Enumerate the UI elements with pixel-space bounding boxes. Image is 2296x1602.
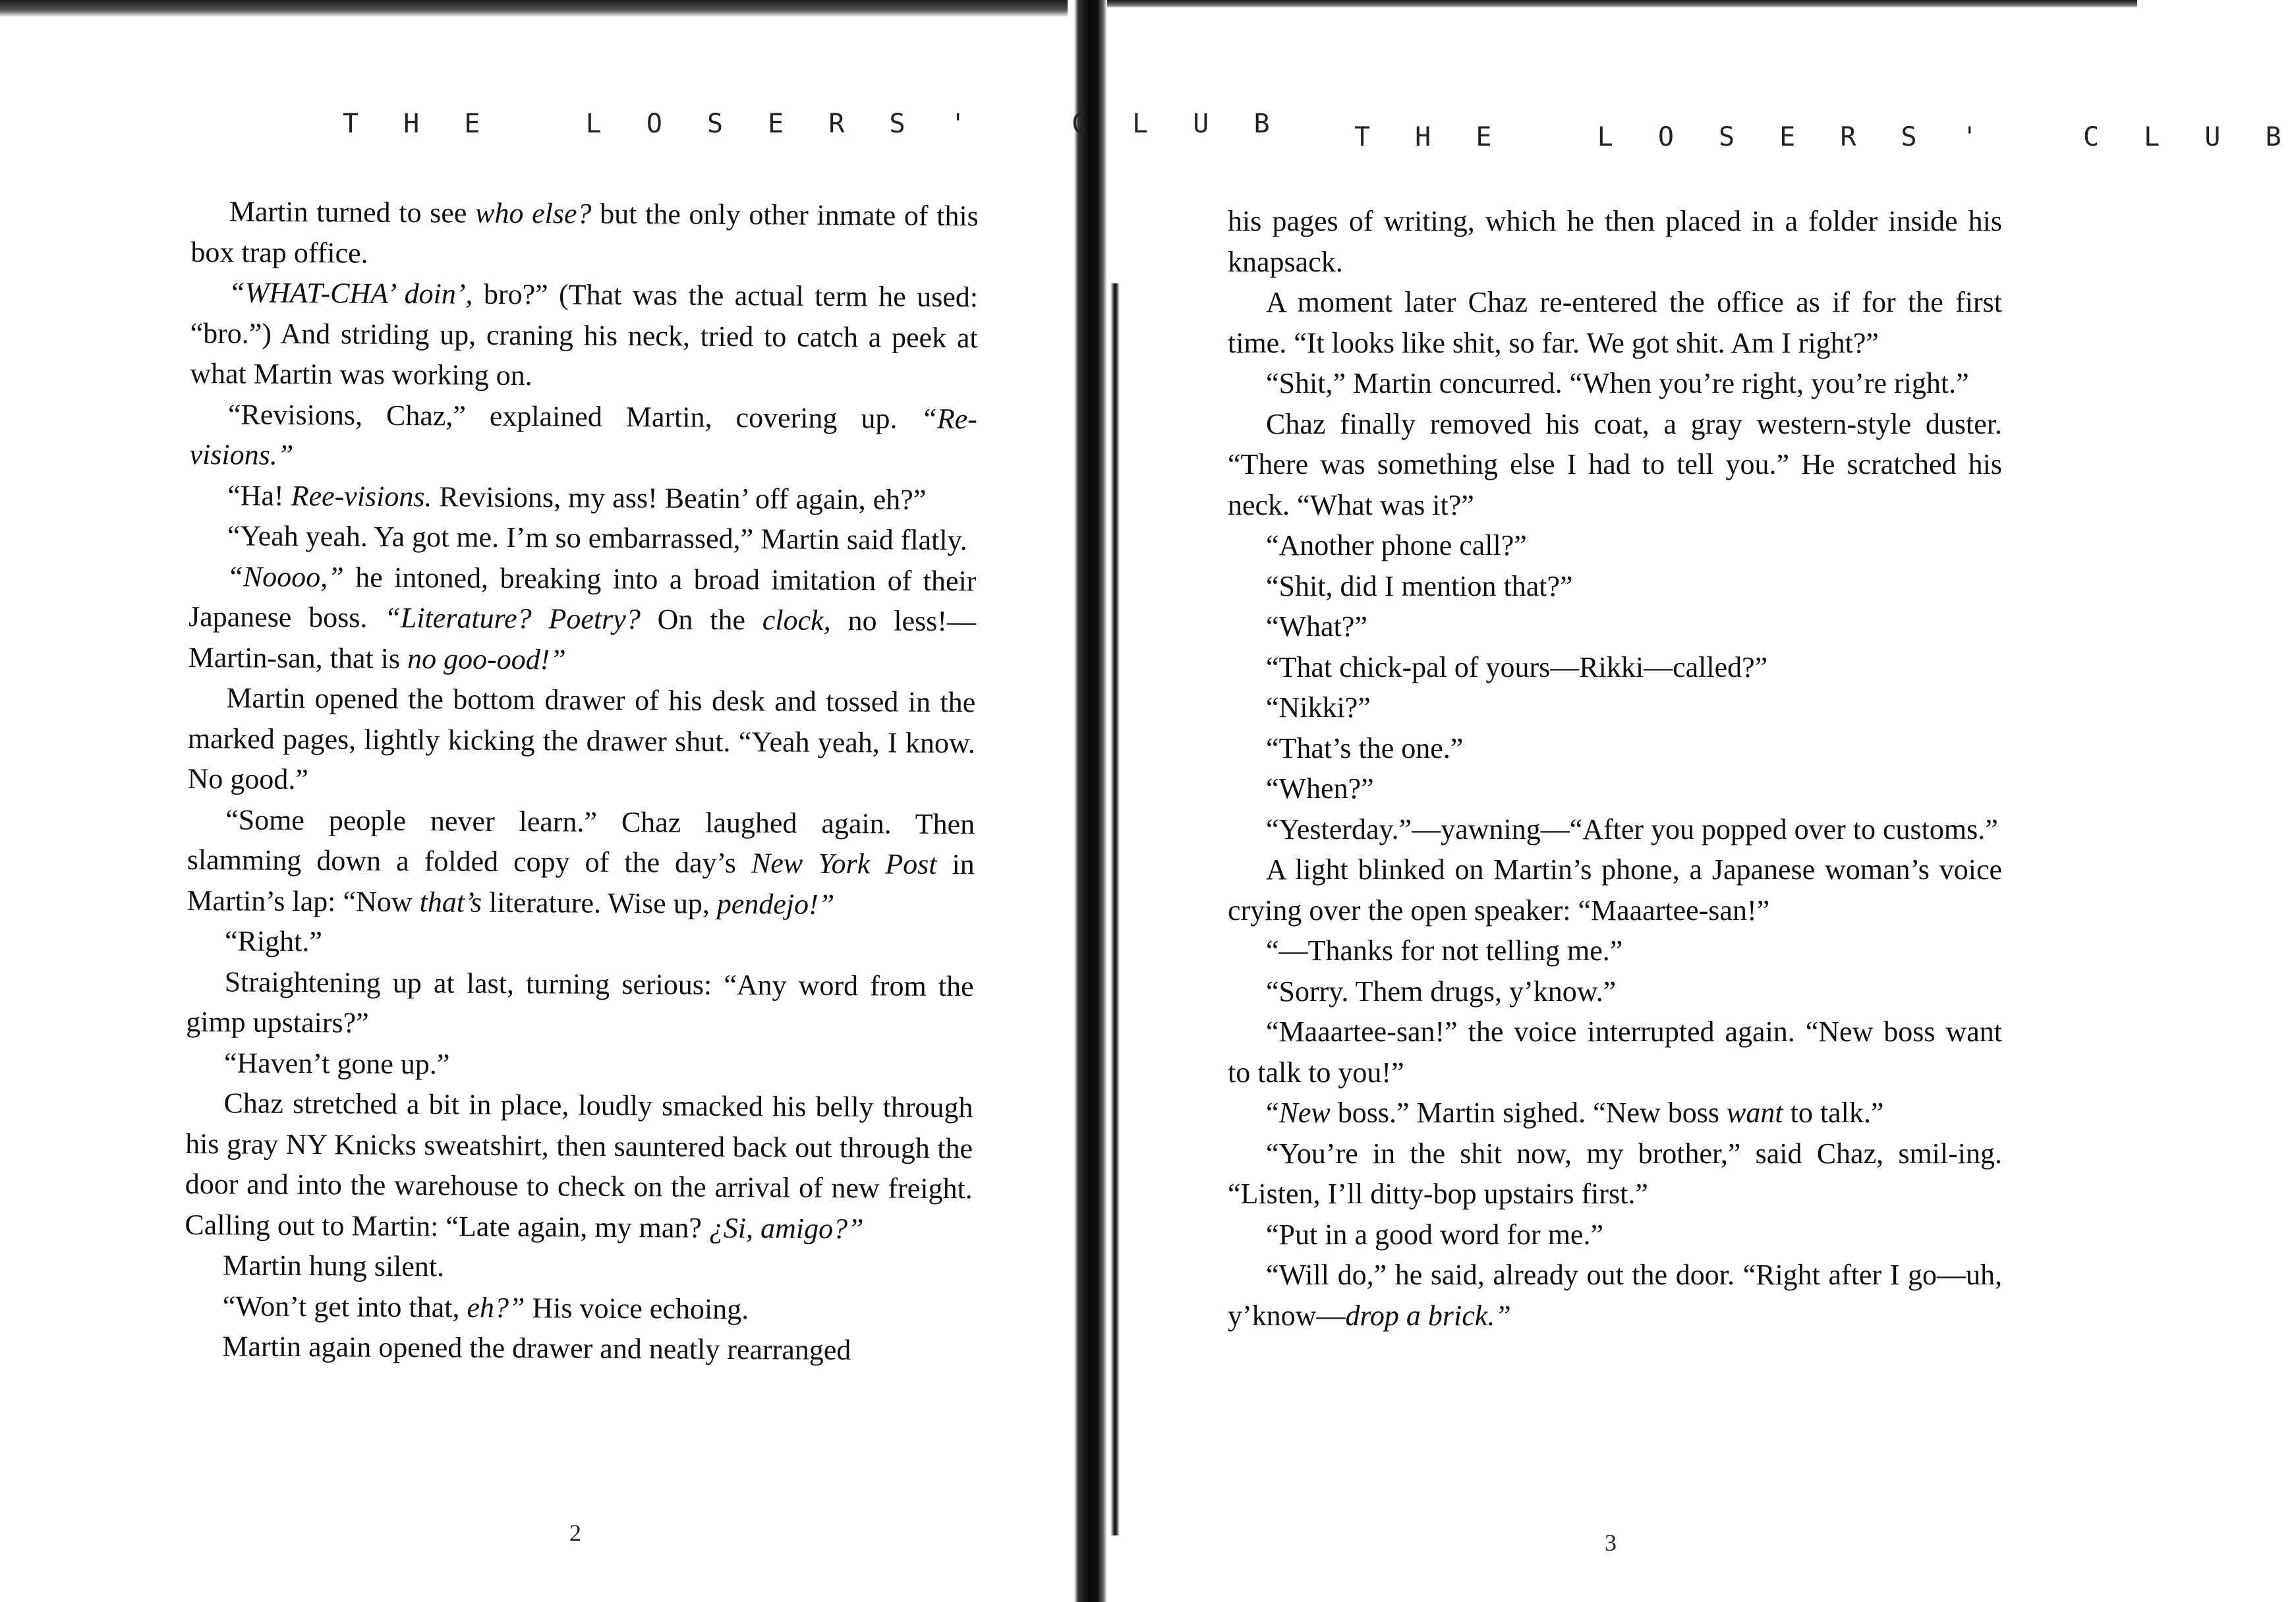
paragraph: Martin opened the bottom drawer of his desk and tossed in the marked pages, lightly kicking the drawer shut. “Yeah yeah, I know. No good.”: [187, 681, 976, 796]
gutter-shadow-streak: [1110, 283, 1120, 1535]
paragraph: “Will do,” he said, already out the door. “Right after I go—uh, y’know—drop a brick.”: [1228, 1259, 2002, 1332]
paragraph: “Sorry. Them drugs, y’know.”: [1266, 975, 1617, 1008]
paragraph: “That chick-pal of yours—Rikki—called?”: [1266, 650, 1768, 683]
running-head-left: T H E L O S E R S ' C L U B: [343, 109, 1284, 139]
paragraph: “Revisions, Chaz,” explained Martin, covering up. “Re-visions.”: [189, 397, 978, 471]
paragraph: Straightening up at last, turning serious: “Any word from the gimp upstairs?”: [186, 965, 974, 1039]
paragraph: Martin again opened the drawer and neatly rearranged: [222, 1330, 851, 1367]
paragraph: “Another phone call?”: [1266, 529, 1527, 561]
paragraph: “Won’t get into that, eh?” His voice echoing.: [222, 1289, 749, 1325]
paragraph: A light blinked on Martin’s phone, a Japanese woman’s voice crying over the open speaker: “Maaartee-san!”: [1228, 853, 2002, 927]
paragraph: “Shit,” Martin concurred. “When you’re right, you’re right.”: [1266, 367, 1969, 399]
paragraph: “Yeah yeah. Ya got me. I’m so embarrassed,” Martin said flatly.: [227, 519, 967, 557]
paragraph: “—Thanks for not telling me.”: [1266, 934, 1623, 967]
right-page-text: [1228, 201, 2002, 1336]
paragraph: “When?”: [1266, 772, 1374, 805]
paragraph: “Ha! Ree-visions. Revisions, my ass! Beatin’ off again, eh?”: [227, 478, 927, 516]
paragraph: “That’s the one.”: [1266, 731, 1464, 764]
paragraph: A moment later Chaz re-entered the office as if for the first time. “It looks like shit, so far. We got shit. Am I right?”: [1228, 286, 2002, 359]
paragraph: Martin hung silent.: [222, 1249, 445, 1283]
paragraph: “WHAT-CHA’ doin’, bro?” (That was the actual term he used: “bro.”) And striding up, craning his neck, tried to catch a peek at what Martin was working on.: [190, 276, 979, 392]
left-page-text: [184, 191, 979, 1371]
paragraph: “Some people never learn.” Chaz laughed again. Then slamming down a folded copy of the day’s New York Post in Martin’s lap: “Now that’s literature. Wise up, pendejo!”: [187, 803, 975, 921]
paragraph: “Put in a good word for me.”: [1266, 1218, 1603, 1251]
paragraph: “Nikki?”: [1266, 691, 1371, 724]
book-gutter: [1074, 0, 1107, 1602]
running-head-right: T H E L O S E R S ' C L U B: [1354, 122, 2296, 152]
paragraph: Chaz stretched a bit in place, loudly smacked his belly through his gray NY Knicks sweatshirt, then sauntered back out through the door and into the warehouse to check on the arrival of new freight. Calling out to Martin: “Late again, my man? ¿Si, amigo?”: [185, 1087, 973, 1245]
paragraph: “Haven’t gone up.”: [223, 1046, 450, 1080]
paragraph: Chaz finally removed his coat, a gray western-style duster. “There was something else I had to tell you.” He scratched his neck. “What was it?”: [1228, 407, 2002, 521]
paragraph: Martin turned to see who else? but the only other inmate of this box trap office.: [190, 195, 979, 270]
paragraph: his pages of writing, which he then placed in a folder inside his knapsack.: [1228, 205, 2002, 278]
page-number-left: 2: [569, 1520, 581, 1546]
paragraph: “You’re in the shit now, my brother,” said Chaz, smil-ing. “Listen, I’ll ditty-bop upstairs first.”: [1228, 1137, 2002, 1210]
page-number-right: 3: [1605, 1530, 1617, 1556]
paragraph: “New boss.” Martin sighed. “New boss want to talk.”: [1266, 1097, 1884, 1129]
paragraph: “Noooo,” he intoned, breaking into a broad imitation of their Japanese boss. “Literature? Poetry? On the clock, no less!—Martin-san, that is no goo-ood!”: [188, 559, 977, 675]
paragraph: “Right.”: [224, 925, 323, 958]
paragraph: “Shit, did I mention that?”: [1266, 569, 1573, 602]
paragraph: “What?”: [1266, 610, 1367, 643]
paragraph: “Yesterday.”—yawning—“After you popped over to customs.”: [1266, 813, 1998, 845]
paragraph: “Maaartee-san!” the voice interrupted again. “New boss want to talk to you!”: [1228, 1016, 2002, 1089]
right-page: [1120, 0, 2296, 1602]
